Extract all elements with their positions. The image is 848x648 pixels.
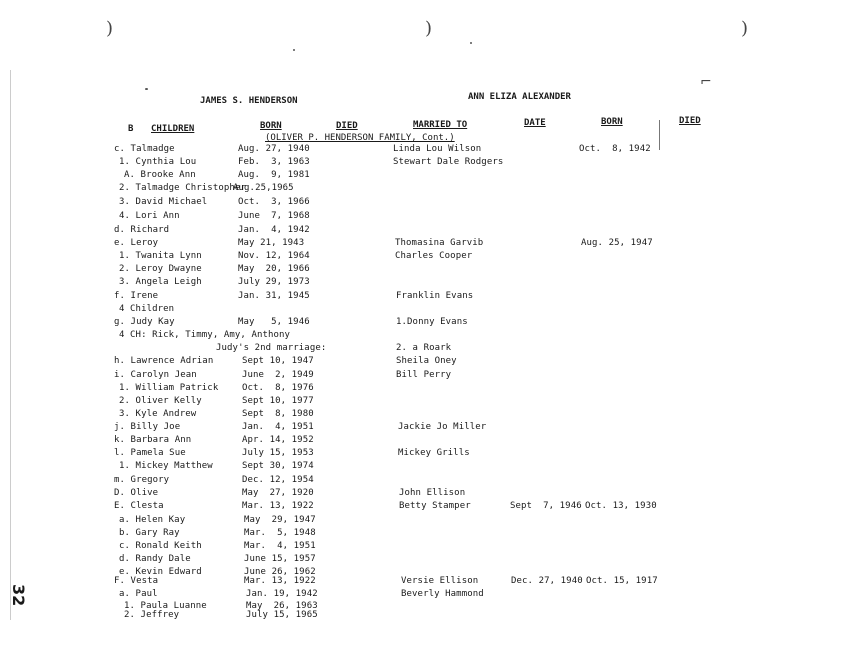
child-name: 4 Children (119, 304, 175, 314)
child-name: 1. Mickey Matthew (119, 461, 213, 471)
spouse-name: Betty Stamper (399, 501, 471, 511)
child-name: Judy's 2nd marriage: (216, 343, 327, 353)
birth-date: May 26, 1963 (246, 601, 318, 611)
birth-date: Nov. 12, 1964 (238, 251, 310, 261)
child-name: D. Olive (114, 488, 159, 498)
child-name: c. Talmadge (114, 144, 175, 154)
birth-date: Jan. 4, 1951 (242, 422, 314, 432)
birth-date: Mar. 4, 1951 (244, 541, 316, 551)
birth-date: Mar. 13, 1922 (244, 576, 316, 586)
spouse-name: Franklin Evans (396, 291, 474, 301)
child-name: k. Barbara Ann (114, 435, 192, 445)
page-number: 32 (9, 584, 28, 607)
child-name: d. Randy Dale (119, 554, 191, 564)
scan-mark: ⌐ (700, 74, 712, 90)
birth-date: Apr. 14, 1952 (242, 435, 314, 445)
birth-date: May 5, 1946 (238, 317, 310, 327)
birth-date: Jan. 19, 1942 (246, 589, 318, 599)
birth-date: Sept 8, 1980 (242, 409, 314, 419)
scan-mark: ) (741, 18, 749, 39)
child-name: 3. Kyle Andrew (119, 409, 197, 419)
birth-date: Mar. 5, 1948 (244, 528, 316, 538)
spouse-birth-date: Oct. 13, 1930 (585, 501, 657, 511)
col-died: DIED (336, 121, 358, 131)
child-name: i. Carolyn Jean (114, 370, 197, 380)
child-name: 3. David Michael (119, 197, 208, 207)
child-name: j. Billy Joe (114, 422, 181, 432)
child-name: 2. Leroy Dwayne (119, 264, 202, 274)
child-name: h. Lawrence Adrian (114, 356, 214, 366)
birth-date: May 27, 1920 (242, 488, 314, 498)
child-name: c. Ronald Keith (119, 541, 202, 551)
birth-date: May 20, 1966 (238, 264, 310, 274)
child-name: 3. Angela Leigh (119, 277, 202, 287)
birth-date: July 29, 1973 (238, 277, 310, 287)
col-children: CHILDREN (151, 124, 195, 134)
birth-date: Sept 10, 1947 (242, 356, 314, 366)
child-name: 4 CH: Rick, Timmy, Amy, Anthony (119, 330, 291, 340)
spouse-name: Sheila Oney (396, 356, 457, 366)
column-mark (659, 120, 660, 150)
col-died-spouse: DIED (679, 116, 701, 126)
child-name: e. Leroy (114, 238, 159, 248)
birth-date: Feb. 3, 1963 (238, 157, 310, 167)
col-date: DATE (524, 118, 546, 128)
birth-date: Dec. 12, 1954 (242, 475, 314, 485)
child-name: F. Vesta (114, 576, 159, 586)
husband-name: JAMES S. HENDERSON (200, 96, 298, 106)
birth-date: July 15, 1965 (246, 610, 318, 620)
child-name: d. Richard (114, 225, 170, 235)
child-name: 1. Twanita Lynn (119, 251, 202, 261)
birth-date: Sept 10, 1977 (242, 396, 314, 406)
child-name: b. Gary Ray (119, 528, 180, 538)
child-name: a. Paul (119, 589, 158, 599)
child-name: 4. Lori Ann (119, 211, 180, 221)
col-born: BORN (260, 121, 282, 131)
scan-mark: ) (106, 18, 114, 39)
birth-date: July 15, 1953 (242, 448, 314, 458)
child-name: 2. Jeffrey (124, 610, 180, 620)
spouse-birth-date: Aug. 25, 1947 (581, 238, 653, 248)
spouse-name: Stewart Dale Rodgers (393, 157, 504, 167)
birth-date: Aug. 9, 1981 (238, 170, 310, 180)
spouse-birth-date: Oct. 8, 1942 (579, 144, 651, 154)
spouse-name: 2. a Roark (396, 343, 452, 353)
spouse-name: Jackie Jo Miller (398, 422, 487, 432)
spouse-name: Versie Ellison (401, 576, 479, 586)
birth-date: Aug. 27, 1940 (238, 144, 310, 154)
spouse-name: Mickey Grills (398, 448, 470, 458)
birth-date: Mar. 13, 1922 (242, 501, 314, 511)
birth-date: June 2, 1949 (242, 370, 314, 380)
spouse-name: John Ellison (399, 488, 466, 498)
scan-speck (293, 49, 295, 51)
child-name: 1. William Patrick (119, 383, 219, 393)
spouse-name: Charles Cooper (395, 251, 473, 261)
scan-mark: ) (425, 18, 433, 39)
marriage-date: Dec. 27, 1940 (511, 576, 583, 586)
child-name: f. Irene (114, 291, 159, 301)
col-born-spouse: BORN (601, 117, 623, 127)
child-name: 2. Oliver Kelly (119, 396, 202, 406)
birth-date: Oct. 3, 1966 (238, 197, 310, 207)
birth-date: June 15, 1957 (244, 554, 316, 564)
scan-speck (470, 42, 472, 44)
birth-date: May 29, 1947 (244, 515, 316, 525)
scan-edge (10, 70, 11, 620)
spouse-name: Thomasina Garvib (395, 238, 484, 248)
child-name: 1. Paula Luanne (124, 601, 207, 611)
family-subheader: (OLIVER P. HENDERSON FAMILY, Cont.) (265, 133, 455, 143)
child-name: 2. Talmadge Christopher (119, 183, 246, 193)
spouse-name: Beverly Hammond (401, 589, 484, 599)
child-name: g. Judy Kay (114, 317, 175, 327)
child-name: l. Pamela Sue (114, 448, 186, 458)
birth-date: Jan. 4, 1942 (238, 225, 310, 235)
child-name: 1. Cynthia Lou (119, 157, 197, 167)
col-married-to: MARRIED TO (413, 120, 468, 130)
birth-date: Sept 30, 1974 (242, 461, 314, 471)
child-name: a. Helen Kay (119, 515, 186, 525)
spouse-name: Linda Lou Wilson (393, 144, 482, 154)
marriage-date: Sept 7, 1946 (510, 501, 582, 511)
spouse-name: Bill Perry (396, 370, 452, 380)
birth-date: Jan. 31, 1945 (238, 291, 310, 301)
scan-speck (145, 88, 148, 90)
spouse-name: 1.Donny Evans (396, 317, 468, 327)
birth-date: May 21, 1943 (238, 238, 305, 248)
birth-date: Aug.25,1965 (233, 183, 294, 193)
child-name: m. Gregory (114, 475, 170, 485)
birth-date: June 7, 1968 (238, 211, 310, 221)
child-name: e. Kevin Edward (119, 567, 202, 577)
col-b: B (128, 124, 134, 134)
birth-date: June 26, 1962 (244, 567, 316, 577)
spouse-birth-date: Oct. 15, 1917 (586, 576, 658, 586)
wife-name: ANN ELIZA ALEXANDER (468, 92, 571, 102)
child-name: A. Brooke Ann (124, 170, 196, 180)
child-name: E. Clesta (114, 501, 164, 511)
birth-date: Oct. 8, 1976 (242, 383, 314, 393)
